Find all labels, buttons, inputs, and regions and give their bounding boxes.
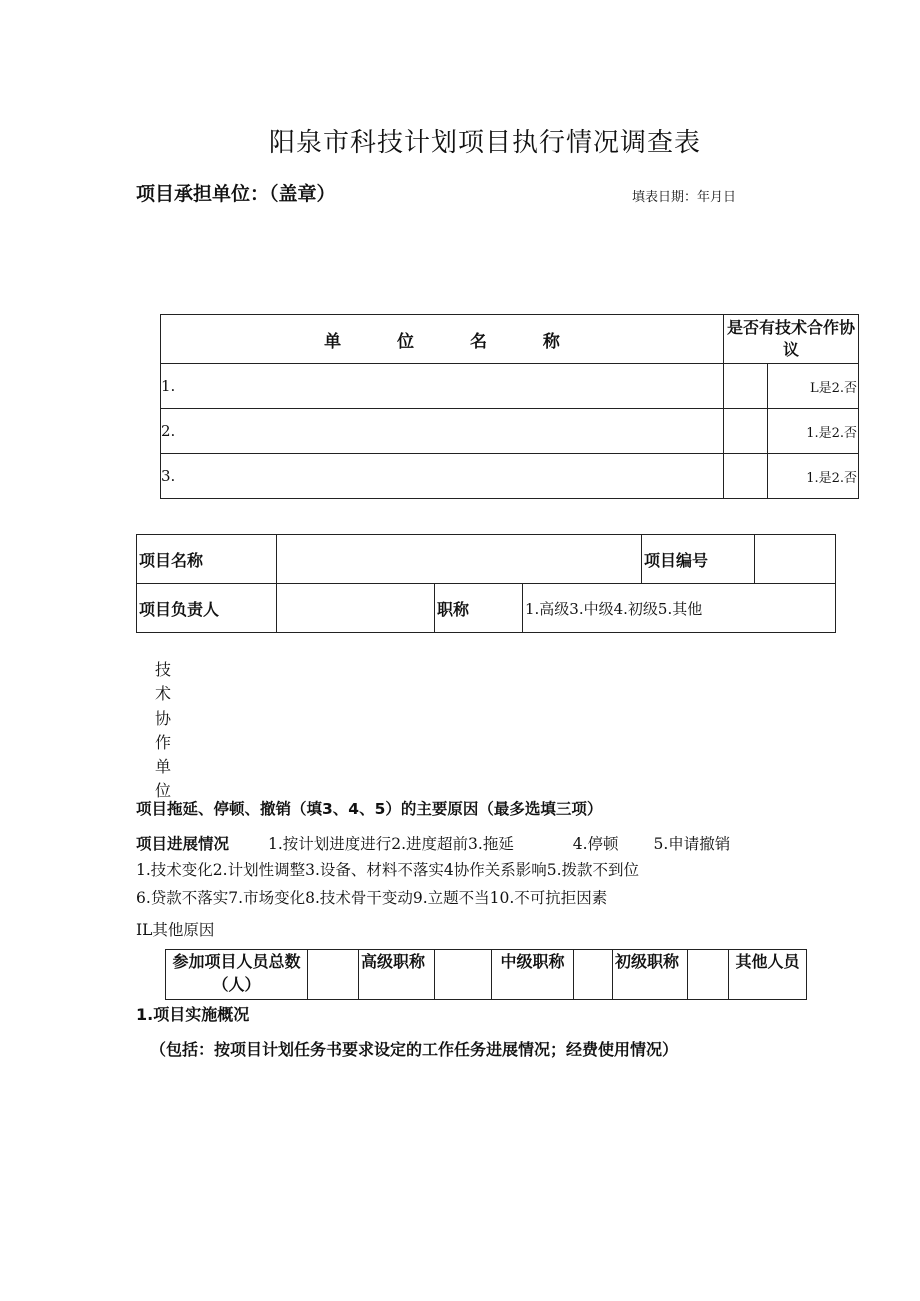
agreement-cell[interactable]: 1.是2.否 [768,454,859,499]
vertical-char: 位 [154,781,171,801]
progress-option-4[interactable]: 4.停顿 [572,835,619,853]
other-staff-label: 其他人员 [729,950,807,1000]
reason-line[interactable]: IL其他原因 [136,921,215,939]
vertical-char: 协 [154,708,171,728]
blank-cell[interactable] [724,454,768,499]
vertical-char: 技 [154,660,171,679]
project-number-label: 项目编号 [642,535,755,584]
unit-name-cell[interactable]: 2. [161,409,724,454]
staff-total-value[interactable] [308,950,359,1000]
table-row [161,364,859,409]
middle-title-value[interactable] [574,950,613,1000]
title-label: 职称 [435,584,523,633]
agreement-cell[interactable]: L是2.否 [768,364,859,409]
vertical-char: 作 [154,732,171,752]
staff-total-label: 参加项目人员总数（人） [166,950,308,1000]
middle-title-label: 中级职称 [492,950,574,1000]
progress-option-1-3[interactable]: 1.按计划进度进行2.进度超前3.拖延 [267,835,514,853]
project-number-value[interactable] [755,535,836,584]
reason-line[interactable]: 6.贷款不落实7.市场变化8.技术骨干变动9.立题不当10.不可抗拒因素 [136,889,608,907]
project-name-label: 项目名称 [137,535,277,584]
vertical-char: 单 [154,757,171,777]
reasons-title: 项目拖延、停顿、撤销（填3、4、5）的主要原因（最多选填三项） [136,800,603,818]
section-1-heading: 1.项目实施概况 [136,1005,250,1024]
project-info-table [136,534,836,633]
senior-title-label: 高级职称 [359,950,435,1000]
table-row [161,454,859,499]
header-unit-name: 单 位 名 称 [161,315,724,364]
fill-date: 填表日期：年月日 [632,190,737,205]
page-title: 阳泉市科技计划项目执行情况调查表 [268,128,701,158]
reason-line[interactable]: 1.技术变化2.计划性调整3.设备、材料不落实4协作关系影响5.拨款不到位 [136,861,640,879]
senior-title-value[interactable] [435,950,492,1000]
unit-name-cell[interactable]: 1. [161,364,724,409]
junior-title-value[interactable] [688,950,729,1000]
section-1-note: （包括：按项目计划任务书要求设定的工作任务进展情况；经费使用情况） [150,1040,679,1059]
coop-unit-vertical-label [152,658,174,804]
header-coop-agreement: 是否有技术合作协议 [724,315,859,364]
junior-title-label: 初级职称 [613,950,688,1000]
progress-line [136,832,856,854]
project-name-value[interactable] [277,535,642,584]
table-row [161,409,859,454]
blank-cell[interactable] [724,409,768,454]
project-leader-label: 项目负责人 [137,584,277,633]
title-options[interactable]: 1.高级3.中级4.初级5.其他 [523,584,836,633]
project-leader-value[interactable] [277,584,435,633]
unit-name-cell[interactable]: 3. [161,454,724,499]
vertical-char: 术 [154,684,171,704]
agreement-cell[interactable]: 1.是2.否 [768,409,859,454]
coop-unit-table [160,314,859,499]
staff-table [165,949,807,1000]
blank-cell[interactable] [724,364,768,409]
unit-label: 项目承担单位：（盖章） [136,183,336,205]
progress-label: 项目进展情况 [136,835,230,853]
progress-option-5[interactable]: 5.申请撤销 [653,835,731,853]
